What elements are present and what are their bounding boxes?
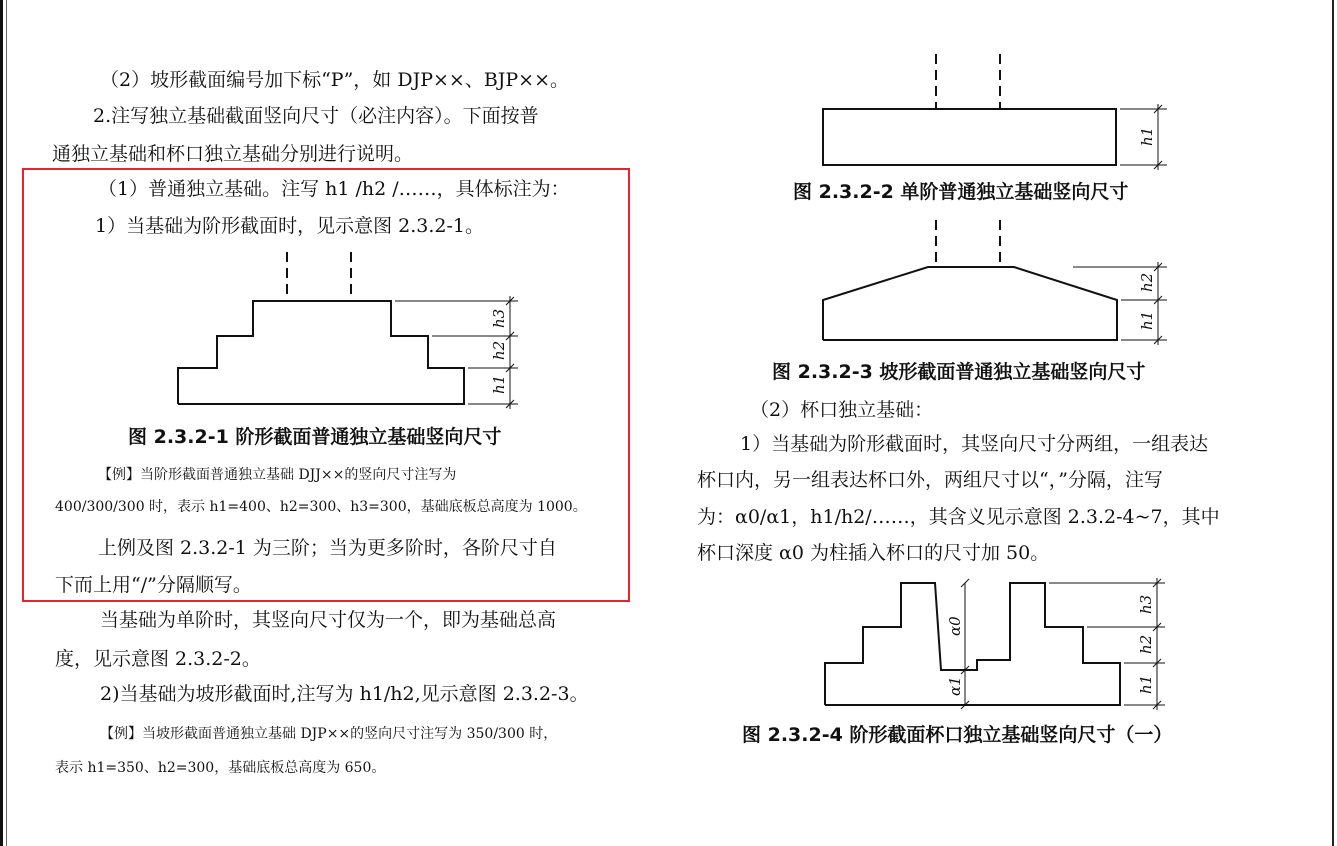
scan-edge-right — [1332, 0, 1334, 846]
figure-2-3-2-2-caption: 图 2.3.2-2 单阶普通独立基础竖向尺寸 — [793, 181, 1129, 203]
para-ordinary-foundation: （1）普通独立基础。注写 h1 /h2 /……，具体标注为： — [98, 178, 570, 200]
example-2-line-1: 【例】当坡形截面普通独立基础 DJP××的竖向尺寸注写为 350/300 时， — [100, 726, 558, 742]
para-section-heading: 2.注写独立基础截面竖向尺寸（必注内容）。下面按普 — [93, 105, 539, 127]
figure-2-3-2-3-caption: 图 2.3.2-3 坡形截面普通独立基础竖向尺寸 — [772, 361, 1146, 383]
para-single-step-cont: 度，见示意图 2.3.2-2。 — [55, 648, 261, 670]
para-section-heading-cont: 通独立基础和杯口独立基础分别进行说明。 — [52, 143, 414, 165]
para-single-step: 当基础为单阶时，其竖向尺寸仅为一个，即为基础总高 — [100, 609, 557, 631]
para-cup-foundation: （2）杯口独立基础： — [750, 399, 934, 421]
example-2-line-2: 表示 h1=350、h2=300，基础底板总高度为 650。 — [55, 760, 386, 776]
para-stepped-case: 1）当基础为阶形截面时，见示意图 2.3.2-1。 — [95, 215, 484, 237]
figure-2-3-2-4 — [815, 578, 1175, 713]
dim-h3-label: h3 — [1137, 594, 1155, 614]
figure-2-3-2-3 — [815, 218, 1175, 348]
para-cup-stepped: 1）当基础为阶形截面时，其竖向尺寸分两组，一组表达 — [740, 433, 1209, 455]
figure-2-3-2-2 — [815, 52, 1175, 172]
example-1-line-1: 【例】当阶形截面普通独立基础 DJJ××的竖向尺寸注写为 — [98, 467, 457, 483]
scan-edge-left — [0, 0, 3, 846]
example-1-line-2: 400/300/300 时，表示 h1=400、h2=300、h3=300，基础底板总高度为 1000。 — [55, 499, 587, 515]
para-more-steps-cont: 下而上用“/”分隔顺写。 — [55, 574, 252, 596]
para-more-steps: 上例及图 2.3.2-1 为三阶；当为更多阶时，各阶尺寸自 — [98, 537, 557, 559]
dim-h2-label: h2 — [1137, 634, 1155, 654]
dim-h3-label: h3 — [490, 308, 508, 328]
figure-2-3-2-1 — [170, 250, 530, 410]
para-cup-stepped-2: 杯口内，另一组表达杯口外，两组尺寸以“，”分隔，注写 — [697, 469, 1163, 491]
para-cup-stepped-4: 杯口深度 α0 为柱插入杯口的尺寸加 50。 — [697, 542, 1050, 564]
dim-h1-label: h1 — [490, 374, 508, 394]
dim-a0-label: α0 — [946, 616, 964, 636]
scan-edge-left-inner — [6, 0, 7, 846]
dim-h2-label: h2 — [1138, 272, 1156, 292]
dim-h1-label: h1 — [1138, 310, 1156, 330]
dim-h1-label: h1 — [1138, 126, 1156, 146]
dim-h1-label: h1 — [1137, 674, 1155, 694]
para-cup-stepped-3: 为：α0/α1，h1/h2/……，其含义见示意图 2.3.2-4~7，其中 — [697, 506, 1220, 528]
dim-h2-label: h2 — [490, 340, 508, 360]
para-slope-numbering: （2）坡形截面编号加下标“P”，如 DJP××、BJP××。 — [100, 69, 570, 91]
figure-2-3-2-4-caption: 图 2.3.2-4 阶形截面杯口独立基础竖向尺寸（一） — [742, 724, 1173, 746]
figure-2-3-2-1-caption: 图 2.3.2-1 阶形截面普通独立基础竖向尺寸 — [128, 426, 502, 448]
dim-a1-label: α1 — [946, 676, 964, 696]
para-slope-case: 2)当基础为坡形截面时,注写为 h1/h2,见示意图 2.3.2-3。 — [100, 683, 589, 705]
